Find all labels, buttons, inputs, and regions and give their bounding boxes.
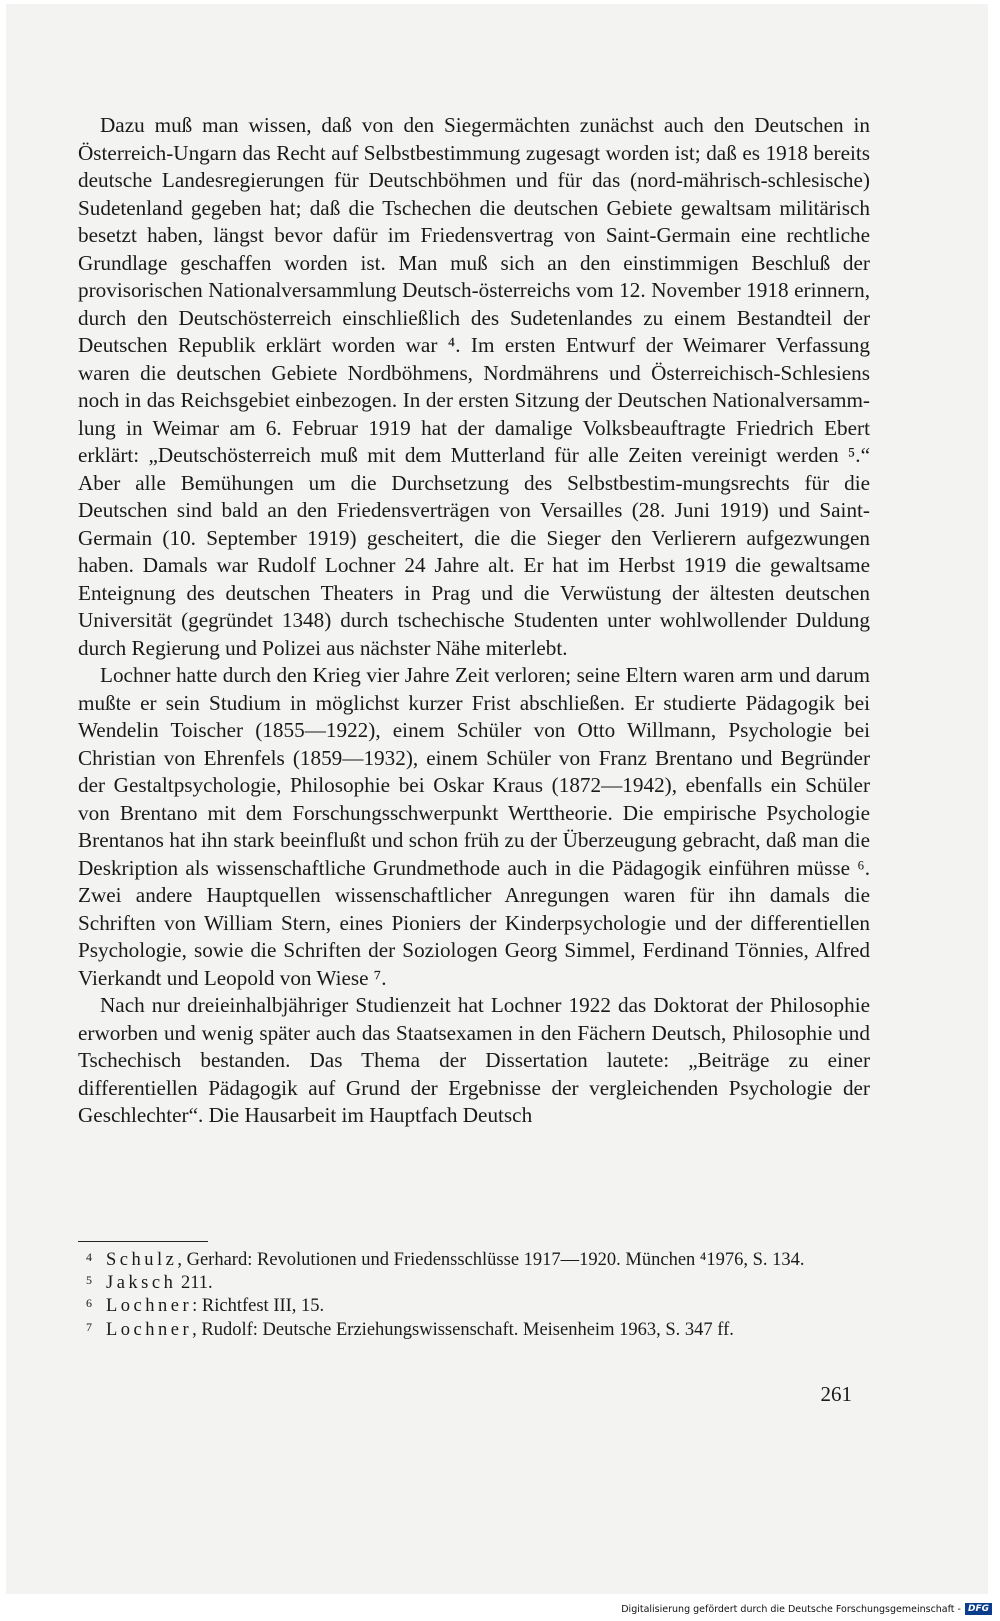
footnote-rule bbox=[78, 1241, 208, 1242]
footnote-number: 7 bbox=[86, 1319, 92, 1334]
footnote-6 bbox=[78, 1295, 870, 1318]
digitization-footer bbox=[621, 1603, 992, 1615]
footnote-author: Schulz bbox=[106, 1250, 178, 1270]
paragraph-3: Nach nur dreieinhalbjähriger Studienzeit hat Lochner 1922 das Doktorat der Philosophie erworben und wenig später auch das Staatsexamen in den Fächern Deutsch, Philosophie und Tschechisch bestanden. Das Thema der Dissertation lautete: „Beiträge zu einer differentiellen Pädagogik auf Grund der Ergebnisse der vergleichenden Psychologie der Geschlechter“. Die Hausarbeit im Hauptfach Deutsch bbox=[78, 993, 870, 1127]
page-number: 261 bbox=[820, 1382, 852, 1406]
footnote-number: 6 bbox=[86, 1296, 92, 1311]
footnote-number: 4 bbox=[86, 1250, 92, 1264]
footnote-text: , Gerhard: Revolutionen und Friedensschlüsse 1917—1920. München ⁴1976, S. 134. bbox=[177, 1250, 805, 1270]
book-page bbox=[6, 4, 988, 1594]
body-text bbox=[78, 112, 870, 1130]
footnote-author: Lochner bbox=[106, 1319, 193, 1340]
footnote-author: Lochner bbox=[106, 1296, 193, 1317]
footnote-text: , Rudolf: Deutsche Erziehungswissenschaft. Meisenheim 1963, S. 347 ff. bbox=[192, 1319, 734, 1340]
paragraph-2: Lochner hatte durch den Krieg vier Jahre Zeit verloren; seine Eltern waren arm und darum mußte er sein Studium in möglichst kurzer Frist abschließen. Er studierte Pädagogik bei Wendelin Toischer (1855—1922), einem Schüler von Otto Willmann, Psychologie bei Christian von Ehrenfels (1859—1932), einem Schüler von Franz Brentano und Begründer der Gestaltpsychologie, Philosophie bei Oskar Kraus (1872—1942), ebenfalls ein Schüler von Brentano mit dem Forschungsschwerpunkt Werttheorie. Die empirische Psychologie Brentanos hat ihn stark beeinflußt und schon früh zu der Überzeugung gebracht, daß man die Deskription als wissenschaftliche Grundmethode auch in die Pädagogik einführen müsse ⁶. Zwei andere Hauptquellen wissenschaftlicher Anregungen waren für ihn damals die Schriften von William Stern, eines Pioniers der Kinderpsychologie und der differentiellen Psychologie, sowie die Schriften der Soziologen Georg Simmel, Ferdinand Tönnies, Alfred Vierkandt und Leopold von Wiese ⁷. bbox=[78, 663, 870, 990]
footnotes bbox=[78, 1249, 870, 1342]
dfg-logo: DFG bbox=[965, 1603, 992, 1615]
footnote-author: Jaksch bbox=[106, 1273, 177, 1294]
footnote-7 bbox=[78, 1319, 870, 1342]
footnote-number: 5 bbox=[86, 1273, 92, 1288]
footnote-text: : Richtfest III, 15. bbox=[192, 1296, 325, 1317]
paragraph-1: Dazu muß man wissen, daß von den Siegermächten zunächst auch den Deutschen in Österreich-Ungarn das Recht auf Selbstbestimmung zugesagt worden ist; daß es 1918 bereits deutsche Landesregierungen für Deutschböhmen und für das (nord-mährisch-schlesische) Sudetenland gegeben hat; daß die Tschechen die deutschen Gebiete gewaltsam militärisch besetzt haben, längst bevor dafür im Friedensvertrag von Saint-Germain eine rechtliche Grundlage geschaffen worden ist. Man muß sich an den einstimmigen Beschluß der provisorischen Nationalversammlung Deutsch-österreichs vom 12. November 1918 erinnern, durch den Deutschösterreich einschließlich des Sudetenlandes zu einem Bestandteil der Deutschen Republik erklärt worden war ⁴. Im ersten Entwurf der Weimarer Verfassung waren die deutschen Gebiete Nordböhmens, Nordmährens und Österreichisch-Schlesiens noch in das Reichsgebiet einbezogen. In der ersten Sitzung der Deutschen Nationalversamm-lung in Weimar am 6. Februar 1919 hat der damalige Volksbeauftragte Friedrich Ebert erklärt: „Deutschösterreich muß mit dem Mutterland für alle Zeiten vereinigt werden ⁵.“ Aber alle Bemühungen um die Durchsetzung des Selbstbestim-mungsrechts für die Deutschen sind bald an den Friedensverträgen von Versailles (28. Juni 1919) und Saint-Germain (10. September 1919) gescheitert, die die Sieger den Verlierern aufgezwungen haben. Damals war Rudolf Lochner 24 Jahre alt. Er hat im Herbst 1919 die gewaltsame Enteignung des deutschen Theaters in Prag und die Verwüstung der ältesten deutschen Universität (gegründet 1348) durch tschechische Studenten unter wohlwollender Duldung durch Regierung und Polizei aus nächster Nähe miterlebt. bbox=[78, 113, 870, 660]
footnote-text: 211. bbox=[176, 1273, 213, 1294]
footnote-4 bbox=[78, 1249, 870, 1272]
footnote-5 bbox=[78, 1272, 870, 1295]
footer-text: Digitalisierung gefördert durch die Deutsche Forschungsgemeinschaft - bbox=[621, 1603, 961, 1615]
